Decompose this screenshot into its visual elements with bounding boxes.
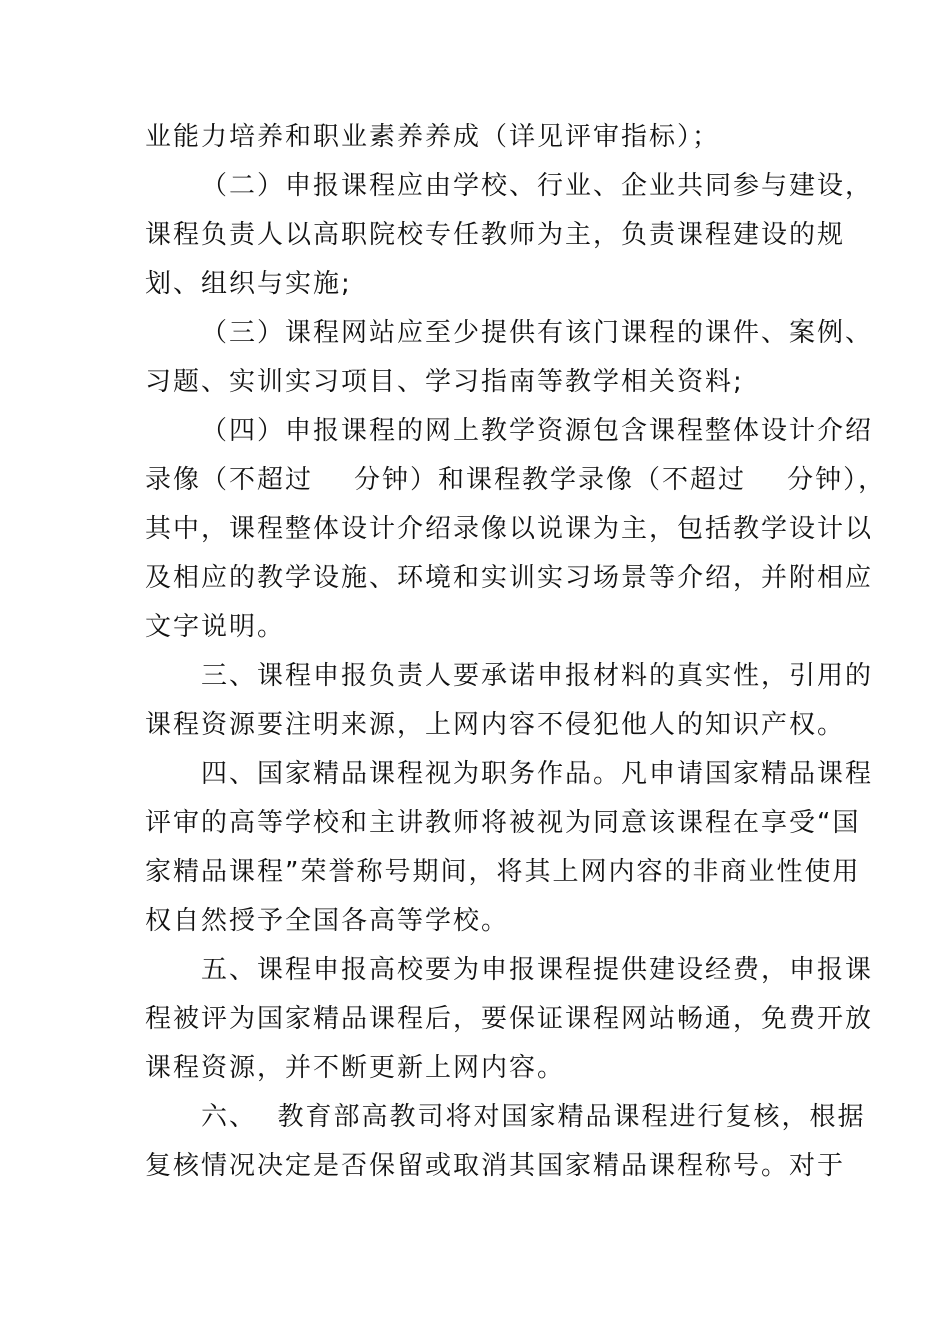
document-body bbox=[145, 113, 887, 1191]
text-line: 习题、实训实习项目、学习指南等教学相关资料; bbox=[145, 367, 744, 397]
text-line: 划、组织与实施; bbox=[145, 269, 352, 299]
text-line: 权自然授予全国各高等学校。 bbox=[145, 906, 510, 936]
text-line: 课程负责人以高职院校专任教师为主，负责课程建设的规 bbox=[145, 220, 846, 250]
text-line: 课程资源要注明来源，上网内容不侵犯他人的知识产权。 bbox=[145, 710, 846, 740]
text-line: 及相应的教学设施、环境和实训实习场景等介绍，并附相应 bbox=[145, 563, 874, 593]
text-line: 课程资源，并不断更新上网内容。 bbox=[145, 1053, 566, 1083]
text-line: 其中，课程整体设计介绍录像以说课为主，包括教学设计以 bbox=[145, 514, 874, 544]
text-line: 家精品课程”荣誉称号期间，将其上网内容的非商业性使用 bbox=[145, 857, 861, 887]
text-line: 业能力培养和职业素养养成（详见评审指标）； bbox=[145, 122, 721, 152]
text-line: 评审的高等学校和主讲教师将被视为同意该课程在享受“国 bbox=[145, 808, 861, 838]
text-line: 程被评为国家精品课程后，要保证课程网站畅通，免费开放 bbox=[145, 1004, 874, 1034]
text-line: （二）申报课程应由学校、行业、企业共同参与建设， bbox=[201, 171, 874, 201]
text-line: 复核情况决定是否保留或取消其国家精品课程称号。对于 bbox=[145, 1151, 846, 1181]
text-line: 五、课程申报高校要为申报课程提供建设经费，申报课 bbox=[201, 955, 874, 985]
text-line: 四、国家精品课程视为职务作品。凡申请国家精品课程 bbox=[201, 759, 874, 789]
text-line: （三）课程网站应至少提供有该门课程的课件、案例、 bbox=[201, 318, 874, 348]
text-line: 三、课程申报负责人要承诺申报材料的真实性，引用的 bbox=[201, 661, 874, 691]
text-line: 录像（不超过 分钟）和课程教学录像（不超过 分钟）， bbox=[145, 465, 887, 495]
text-line: 六、 教育部高教司将对国家精品课程进行复核，根据 bbox=[201, 1102, 866, 1132]
text-line: （四）申报课程的网上教学资源包含课程整体设计介绍 bbox=[201, 416, 874, 446]
text-line: 文字说明。 bbox=[145, 612, 286, 642]
